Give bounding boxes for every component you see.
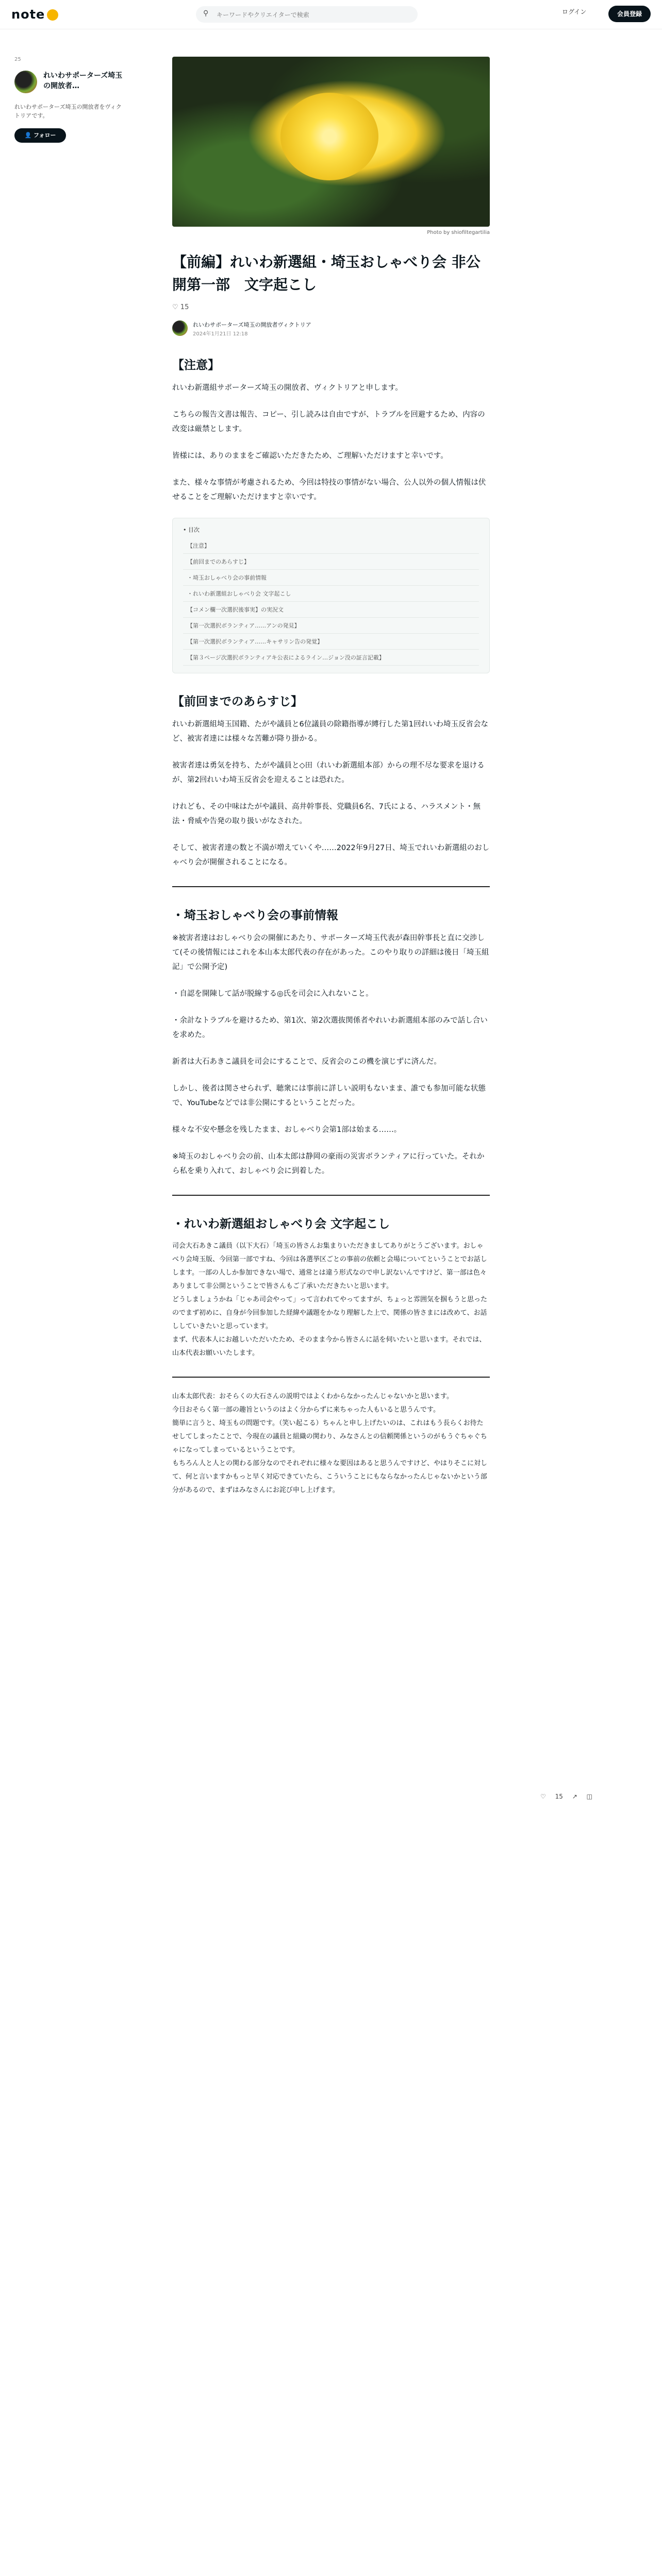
toc-title[interactable]: • 目次 <box>183 527 200 533</box>
transcript-block: 山本太郎代表：おそらくの大石さんの説明ではよくわからなかったんじゃないかと思います。 今日おそらく第一部の趣旨というのはよく分からずに来ちゃった人もいると思うんです。 簡単に言うと、埼玉もの問題です。（笑い起こる）ちゃんと申し上げたいのは、これはもう長らくお待たせしてしまったことで、今現在の議員と組織の関わり、みなさんとの信頼関係というのがもうぐちゃぐちゃになってしまっているということです。 もちろん人と人との関わる部分なのでそれぞれに様々な要因はあると思うんですけど、やはりそこに対して、何と言いますかもっと早く対応できていたら、こういうことにもならなかったんじゃないかという部分があるので、まずはみなさんにお詫び申し上げます。 <box>172 1393 488 1494</box>
heart-icon[interactable]: ♡ <box>172 303 178 311</box>
floating-action-bar <box>540 1793 600 1800</box>
top-header <box>0 0 662 29</box>
bookmark-icon[interactable]: ◫ <box>586 1793 592 1800</box>
toc-item[interactable]: 【第一次選択ボランティア……アンの発見】 <box>183 618 479 634</box>
recap-paragraph: そして、被害者達の数と不満が増えていくや……2022年9月27日、埼玉でれいわ新選組のおしゃべり会が開催されることになる。 <box>172 844 490 867</box>
note-logo[interactable]: note <box>11 7 58 22</box>
signup-button[interactable]: 会員登録 <box>608 6 651 22</box>
article <box>172 57 490 1507</box>
notice-heading: 【注意】 <box>172 359 220 372</box>
logo-badge-icon <box>47 9 58 21</box>
toc-item[interactable]: 【コメン欄一次選択後事実】の実況文 <box>183 602 479 618</box>
creator-name[interactable]: れいわサポーターズ埼玉の開放者… <box>43 72 123 90</box>
pre-info-heading: ・埼玉おしゃべり会の事前情報 <box>172 909 338 922</box>
toc-item[interactable]: 【前回までのあらすじ】 <box>183 554 479 570</box>
avatar[interactable] <box>14 71 37 93</box>
sidebar-label: 25 <box>14 57 21 62</box>
login-link[interactable]: ログイン <box>562 8 587 15</box>
heart-icon[interactable]: ♡ <box>540 1793 546 1800</box>
notice-paragraph: また、様々な事情が考慮されるため、今回は特技の事情がない場合、公人以外の個人情報は伏せることをご理解いただけますと幸いです。 <box>172 479 486 501</box>
recap-paragraph: けれども、その中味はたがや議員、高井幹事長、党職員6名、7氏による、ハラスメント・無法・脅威や告発の取り扱いがなされた。 <box>172 803 481 825</box>
section-divider <box>172 1377 490 1378</box>
photo-credit: Photo by shiofiltegartilia <box>427 230 490 235</box>
article-title: 【前編】れいわ新選組・埼玉おしゃべり会 非公開第一部 文字起こし <box>172 253 481 293</box>
pre-info-paragraph: ・余計なトラブルを避けるため、第1次、第2次選抜関係者やれいわ新選組本部のみで話し合いを求めた。 <box>172 1016 488 1039</box>
recap-paragraph: 被害者達は勇気を持ち、たがや議員と◇田（れいわ新選組本部）からの理不尽な要求を退けるが、第2回れいわ埼玉反省会を迎えることは恐れた。 <box>172 761 485 784</box>
creator-sidebar <box>14 57 123 143</box>
pre-info-paragraph: しかし、後者は関させられず、聴衆には事前に詳しい説明もないまま、誰でも参加可能な状態で、YouTubeなどでは非公開にするということだった。 <box>172 1084 486 1107</box>
notice-paragraph: こちらの報告文書は報告、コピー、引し読みは自由ですが、トラブルを回避するため、内容の改変は厳禁とします。 <box>172 411 485 433</box>
transcript-block: 司会大石あきこ議員（以下大石）「埼玉の皆さんお集まりいただきましてありがとうございます。おしゃべり会埼玉版、今回第一部ですね、今回は各選挙区ごとの事前の依頼と会場についてということでお話しします。一部の人しか参加できない場で、通常とは違う形式なので申し訳ないんですけど、第一部は色々ありまして非公開ということで皆さんもご了承いただきたいと思います。 どうしましょうかね「じゃあ司会やって」って言われてやってますが、ちょっと雰囲気を掴もうと思ったのでまず初めに、自身が今回参加した経緯や議題をかなり理解した上で、関係の皆さまには改めて、お話ししていきたいと思っています。 まず、代表本人にお越しいただいたため、そのまま今から皆さんに話を伺いたいと思います。それでは、山本代表お願いいたします。 <box>172 1242 488 1357</box>
yellow-rose-image <box>280 93 378 180</box>
toc-item[interactable]: 【第３ページ次選択ボランティアキ公表によるライン…ジョン没の証言記載】 <box>183 650 479 666</box>
like-count[interactable]: ♡ 15 <box>172 303 189 311</box>
table-of-contents <box>172 518 490 673</box>
creator-description: れいわサポーターズ埼玉の開放者をヴィクトリアです。 <box>14 104 122 119</box>
recap-paragraph: れいわ新選組埼玉国籍、たがや議員と6位議員の除籍指導が縛行した第1回れいわ埼玉反省会など、被害者達には様々な苦難が降り掛かる。 <box>172 720 488 743</box>
post-date: 2024年1月21日 12:18 <box>193 331 248 337</box>
creator-profile[interactable] <box>14 70 123 93</box>
search-input[interactable] <box>216 9 413 21</box>
author-info[interactable] <box>172 319 490 337</box>
toc-item[interactable]: ・れいわ新選組おしゃべり会 文字起こし <box>183 586 479 602</box>
author-avatar[interactable] <box>172 320 188 336</box>
toc-item[interactable]: ・埼玉おしゃべり会の事前情報 <box>183 570 479 586</box>
section-divider <box>172 886 490 887</box>
notice-paragraph: 皆様には、ありのままをご確認いただきたため、ご理解いただけますと幸いです。 <box>172 452 448 460</box>
share-icon[interactable]: ↗ <box>572 1793 577 1800</box>
search-icon: ⚲ <box>203 9 209 18</box>
pre-info-paragraph: ※被害者達はおしゃべり会の開催にあたり、サポーターズ埼玉代表が森田幹事長と直に交渉して(その後情報にはこれを本山本太郎代表の存在があった。このやり取りの詳細は後日「埼玉組記」で公開予定) <box>172 934 489 971</box>
float-like-count: 15 <box>555 1793 563 1800</box>
transcript-heading: ・れいわ新選組おしゃべり会 文字起こし <box>172 1217 390 1231</box>
pre-info-paragraph: ※埼玉のおしゃべり会の前、山本太郎は静岡の豪雨の災害ボランティアに行っていた。それから私を乗り入れて、おしゃべり会に到着した。 <box>172 1153 485 1175</box>
notice-paragraph: れいわ新選組サポーターズ埼玉の開放者、ヴィクトリアと申します。 <box>172 384 403 392</box>
toc-item[interactable]: 【注意】 <box>183 538 479 554</box>
follow-button[interactable]: 👤 フォロー <box>14 128 66 143</box>
toc-item[interactable]: 【第一次選択ボランティア……キャサリン告の発覚】 <box>183 634 479 650</box>
search-box[interactable] <box>196 6 418 23</box>
section-divider <box>172 1195 490 1196</box>
recap-heading: 【前回までのあらすじ】 <box>172 695 303 708</box>
hero-image <box>172 57 490 227</box>
pre-info-paragraph: 新者は大石あきこ議員を司会にすることで、反省会のこの機を演じずに済んだ。 <box>172 1058 441 1066</box>
author-name[interactable]: れいわサポーターズ埼玉の開放者ヴィクトリア <box>193 321 311 328</box>
pre-info-paragraph: ・自認を開陳して話が脱線する◎氏を司会に入れないこと。 <box>172 990 373 998</box>
bullet-icon: • <box>183 527 187 533</box>
pre-info-paragraph: 様々な不安や懸念を残したまま、おしゃべり会第1部は始まる……。 <box>172 1126 402 1134</box>
